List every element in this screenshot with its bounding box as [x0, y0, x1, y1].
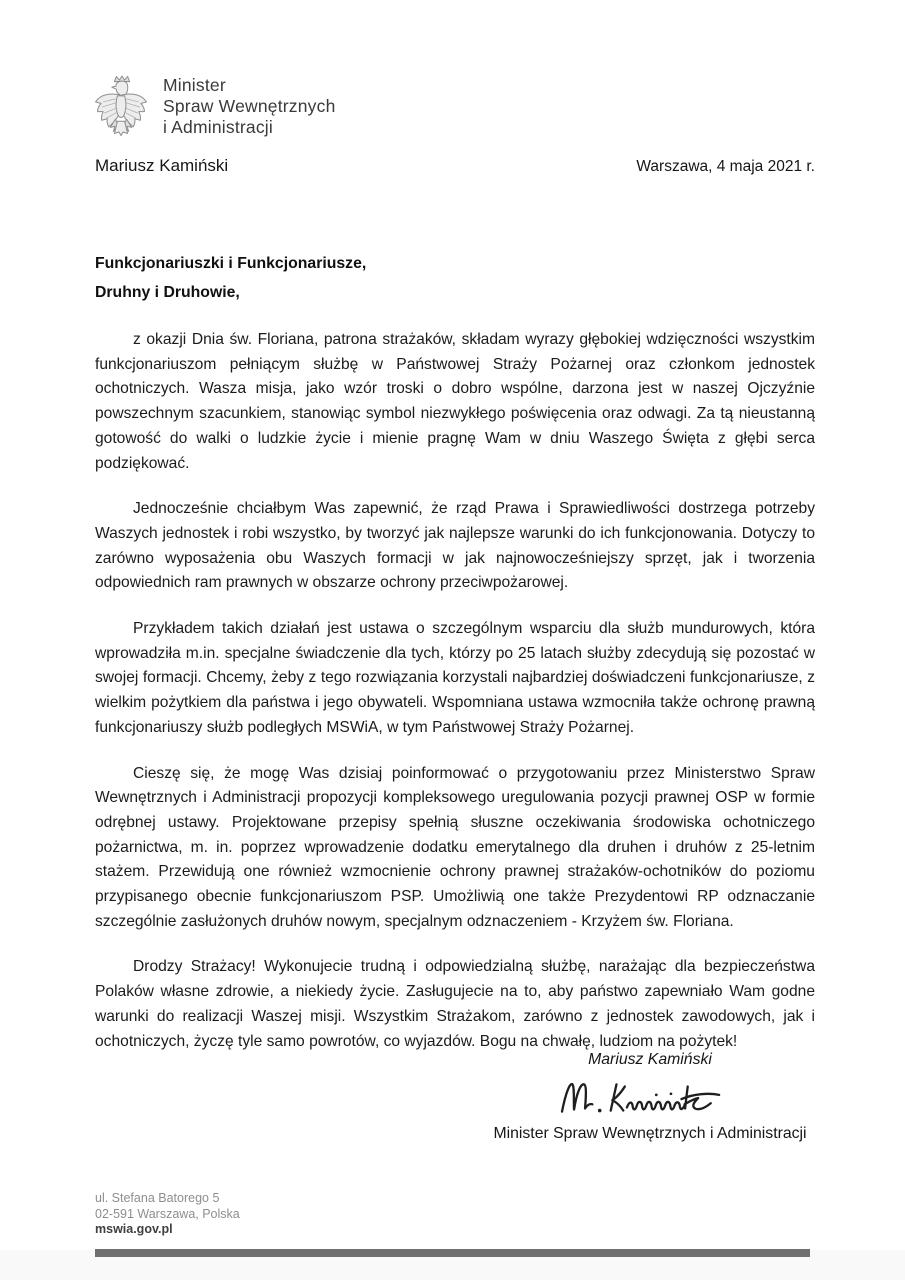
paragraph-4: Cieszę się, że mogę Was dzisiaj poinformować o przygotowaniu przez Ministerstwo Spraw Wewnętrznych i Administracji propozycji kompleksowego uregulowania pozycji prawnej OSP w formie odrębnej ustawy. Projektowane przepisy spełnią słuszne oczekiwania środowiska ochotniczego pożarnictwa, m. in. poprzez wprowadzenie dodatku emerytalnego dla druhen i druhów z 25-letnim stażem. Przewidują one również wzmocnienie ochrony prawnej strażaków-ochotników do poziomu przypisanego obecnie funkcjonariuszom PSP. Umożliwią one także Prezydentowi RP odznaczanie szczególnie zasłużonych druhów nowym, specjalnym odznaczeniem - Krzyżem św. Floriana.: [95, 764, 815, 930]
ministry-line: Spraw Wewnętrznych: [163, 96, 336, 116]
salutation-line-2: Druhny i Druhowie,: [95, 284, 240, 301]
salutation-line-1: Funkcjonariuszki i Funkcjonariusze,: [95, 255, 367, 272]
footer-address: [95, 1191, 240, 1238]
paragraph-5: Drodzy Strażacy! Wykonujecie trudną i odpowiedzialną służbę, narażając dla bezpieczeństwa Polaków własne zdrowie, a niekiedy życie. Zasługujecie na to, aby państwo zapewniało Wam godne warunki do realizacji Waszej misji. Wszystkim Strażakom, zarówno z jednostek zawodowych, jak i ochotniczych, życzę tyle samo powrotów, co wyjazdów. Bogu na chwałę, ludziom na pożytek!: [95, 958, 815, 1050]
signatory-title: Minister Spraw Wewnętrznych i Administracji: [493, 1125, 807, 1142]
signatory-name: Mariusz Kamiński: [588, 1051, 712, 1068]
ministry-line: i Administracji: [163, 117, 273, 137]
handwritten-signature: [555, 1076, 745, 1120]
polish-eagle-icon: [93, 74, 149, 138]
ministry-line: Minister: [163, 75, 226, 95]
letter-body: [95, 249, 815, 1075]
paragraph-3: Przykładem takich działań jest ustawa o szczególnym wsparciu dla służb mundurowych, która wprowadziła m.in. specjalne świadczenie dla tych, którzy po 25 latach służby zdecydują się pozostać w swojej formacji. Chcemy, żeby z tego rozwiązania korzystali najbardziej doświadczeni funkcjonariusze, z wielkim pożytkiem dla państwa i jego obywateli. Wspomniana ustawa wzmocniła także ochronę prawną funkcjonariuszy służb podległych MSWiA, w tym Państwowej Straży Pożarnej.: [95, 620, 815, 736]
paragraph-2: Jednocześnie chciałbym Was zapewnić, że rząd Prawa i Sprawiedliwości dostrzega potrzeby Waszych jednostek i robi wszystko, by tworzyć jak najlepsze warunki do ich funkcjonowania. Dotyczy to zarówno wyposażenia obu Waszych formacji w jak najnowocześniejszy sprzęt, jak i tworzenia odpowiednich ram prawnych w obszarze ochrony przeciwpożarowej.: [95, 500, 815, 592]
dateline: Warszawa, 4 maja 2021 r.: [636, 158, 815, 175]
letterhead: [93, 74, 336, 138]
meta-row: [95, 156, 815, 176]
address-line-2: 02-591 Warszawa, Polska: [95, 1206, 240, 1221]
salutation: [95, 249, 815, 307]
sender-name: Mariusz Kamiński: [95, 156, 229, 175]
website-url: mswia.gov.pl: [95, 1222, 173, 1236]
footer-divider-bar: [95, 1249, 810, 1257]
signature-block: [420, 1050, 880, 1144]
ministry-name: [163, 74, 336, 138]
paragraph-1: z okazji Dnia św. Floriana, patrona strażaków, składam wyrazy głębokiej wdzięczności wszystkim funkcjonariuszom pełniącym służbę w Państwowej Straży Pożarnej oraz członkom jednostek ochotniczych. Wasza misja, jako wzór troski o dobro wspólne, darzona jest w naszej Ojczyźnie powszechnym szacunkiem, stanowiąc symbol niezwykłego poświęcenia oraz odwagi. Za tą nieustanną gotowość do walki o ludzkie życie i mienie pragnę Wam w dniu Waszego Święta z głębi serca podziękować.: [95, 331, 815, 472]
address-line-1: ul. Stefana Batorego 5: [95, 1191, 220, 1205]
